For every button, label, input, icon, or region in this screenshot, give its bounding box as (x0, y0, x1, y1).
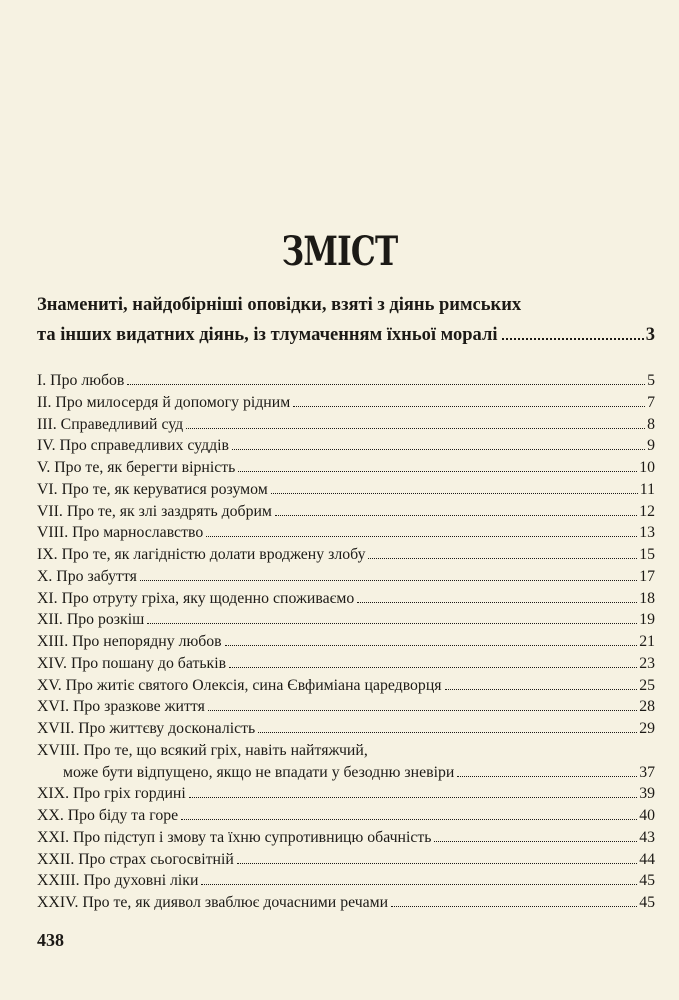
dot-leader (238, 471, 637, 472)
toc-entry-title: XXIII. Про духовні ліки (37, 872, 199, 890)
toc-entry-title: XIV. Про пошану до батьків (37, 654, 227, 672)
toc-entry-title: XVIII. Про те, що всякий гріх, навіть найтяжчий, (37, 741, 368, 759)
toc-entry-title: XIII. Про непорядну любов (37, 633, 222, 650)
toc-entry[interactable] (37, 522, 655, 544)
toc-entry[interactable] (37, 544, 655, 566)
toc-entry-title: XVI. Про зразкове життя (37, 698, 205, 716)
section-page: 3 (645, 325, 655, 345)
toc-entry-page: 5 (647, 372, 655, 389)
toc-entry-title: II. Про милосердя й допомогу рідним (37, 393, 291, 411)
toc-entry-page: 7 (647, 393, 655, 411)
toc-entry-page: 18 (639, 589, 655, 607)
toc-entry[interactable] (37, 457, 655, 479)
toc-entry-title: XIX. Про гріх гордині (37, 785, 186, 803)
toc-entry-title: VIII. Про марнославство (37, 524, 204, 542)
toc-entry-title: XXI. Про підступ і змову та їхню супротивницю обачність (37, 828, 432, 846)
toc-entry[interactable] (37, 566, 655, 588)
section-heading (37, 290, 655, 350)
dot-leader (457, 776, 637, 777)
toc-entry-page: 29 (639, 720, 655, 737)
toc-entry[interactable] (37, 783, 655, 805)
toc-entry-continuation[interactable] (37, 762, 655, 784)
dot-leader (189, 797, 637, 798)
toc-entry[interactable] (37, 740, 655, 762)
toc-entry-page: 17 (639, 567, 655, 585)
toc-entry-title: XI. Про отруту гріха, яку щоденно споживаємо (37, 589, 355, 607)
dot-leader (232, 449, 645, 450)
dot-leader (271, 493, 638, 494)
section-title-line-2: та інших видатних діянь, із тлумаченням їхньої моралі (37, 325, 498, 345)
section-line-2 (37, 320, 655, 350)
dot-leader (181, 819, 637, 820)
toc-entry-page: 43 (639, 828, 655, 846)
toc-entry-title: XVII. Про життєву досконалість (37, 720, 256, 737)
toc-entry-title: V. Про те, як берегти вірність (37, 459, 236, 476)
toc-entry[interactable] (37, 805, 655, 827)
toc-entry[interactable] (37, 675, 655, 697)
dot-leader (293, 406, 645, 407)
toc-entry-page: 28 (639, 698, 655, 716)
toc-entry-page: 19 (639, 611, 655, 629)
toc-entry-page: 10 (639, 459, 655, 476)
toc-entry[interactable] (37, 696, 655, 718)
toc-entry-title: X. Про забуття (37, 567, 137, 585)
toc-entry[interactable] (37, 414, 655, 436)
toc-entry[interactable] (37, 370, 655, 392)
toc-entry[interactable] (37, 849, 655, 871)
toc-entry[interactable] (37, 718, 655, 740)
toc-entry-title: XV. Про житіє святого Олексія, сина Євфиміана царедворця (37, 676, 442, 694)
dot-leader (225, 645, 638, 646)
section-title-line-1: Знамениті, найдобірніші оповідки, взяті з діянь римських (37, 295, 522, 315)
dot-leader (445, 689, 638, 690)
toc-entry[interactable] (37, 870, 655, 892)
toc-entry-title: VII. Про те, як злі заздрять добрим (37, 502, 272, 520)
toc-entry-title: XX. Про біду та горе (37, 807, 179, 824)
section-line-1 (37, 290, 655, 320)
dot-leader (206, 536, 637, 537)
toc-entry-page: 12 (639, 502, 655, 520)
toc-entry-title: XII. Про розкіш (37, 611, 145, 629)
toc-entry-page: 13 (639, 524, 655, 542)
dot-leader (258, 732, 637, 733)
dot-leader (275, 515, 637, 516)
dot-leader (201, 884, 637, 885)
dot-leader (147, 623, 637, 624)
toc-entry-page: 9 (647, 437, 655, 455)
toc-entry-page: 45 (639, 872, 655, 890)
toc-entry-page: 11 (639, 480, 655, 498)
toc-entry-page: 8 (647, 415, 655, 433)
dot-leader (237, 863, 637, 864)
toc-entry[interactable] (37, 631, 655, 653)
dot-leader (434, 841, 637, 842)
dot-leader (208, 710, 637, 711)
toc-entry-title: IX. Про те, як лагідністю долати вроджену злобу (37, 546, 366, 563)
toc-entry-title: I. Про любов (37, 372, 125, 389)
toc-entry[interactable] (37, 435, 655, 457)
dot-leader (127, 384, 645, 385)
dot-leader (186, 428, 645, 429)
toc-entry[interactable] (37, 892, 655, 914)
page-number: 438 (37, 930, 64, 950)
toc-entry-title: III. Справедливий суд (37, 415, 184, 433)
page-title: ЗМІСТ (281, 228, 398, 275)
toc-entry[interactable] (37, 609, 655, 631)
dot-leader (229, 667, 637, 668)
toc-entry-title: IV. Про справедливих суддів (37, 437, 229, 455)
dot-leader (368, 558, 637, 559)
toc-entry-title: XXII. Про страх сьогосвітній (37, 850, 234, 868)
toc-entry[interactable] (37, 501, 655, 523)
toc-entry-page: 44 (639, 850, 655, 868)
toc-entry-title: VI. Про те, як керуватися розумом (37, 480, 268, 498)
toc-entry-page: 21 (639, 633, 655, 650)
toc-entry[interactable] (37, 479, 655, 501)
toc-entry-page: 40 (639, 807, 655, 824)
toc-entry[interactable] (37, 392, 655, 414)
toc-entry-page: 25 (639, 676, 655, 694)
toc-entry[interactable] (37, 653, 655, 675)
toc-entry-page: 45 (639, 894, 655, 911)
toc-entry-title: XXIV. Про те, як диявол зваблює дочасними речами (37, 894, 389, 911)
dot-leader (140, 580, 637, 581)
toc-entry-title: може бути відпущено, якщо не впадати у безодню зневіри (63, 763, 455, 781)
toc-entry-page: 37 (639, 763, 655, 781)
dot-leader (391, 906, 637, 907)
toc-entry-page: 39 (639, 785, 655, 803)
toc-entry-page: 15 (639, 546, 655, 563)
toc-entry[interactable] (37, 827, 655, 849)
toc-entry[interactable] (37, 588, 655, 610)
dot-leader (502, 338, 643, 340)
dot-leader (357, 602, 637, 603)
toc-entry-page: 23 (639, 654, 655, 672)
table-of-contents (37, 370, 655, 914)
